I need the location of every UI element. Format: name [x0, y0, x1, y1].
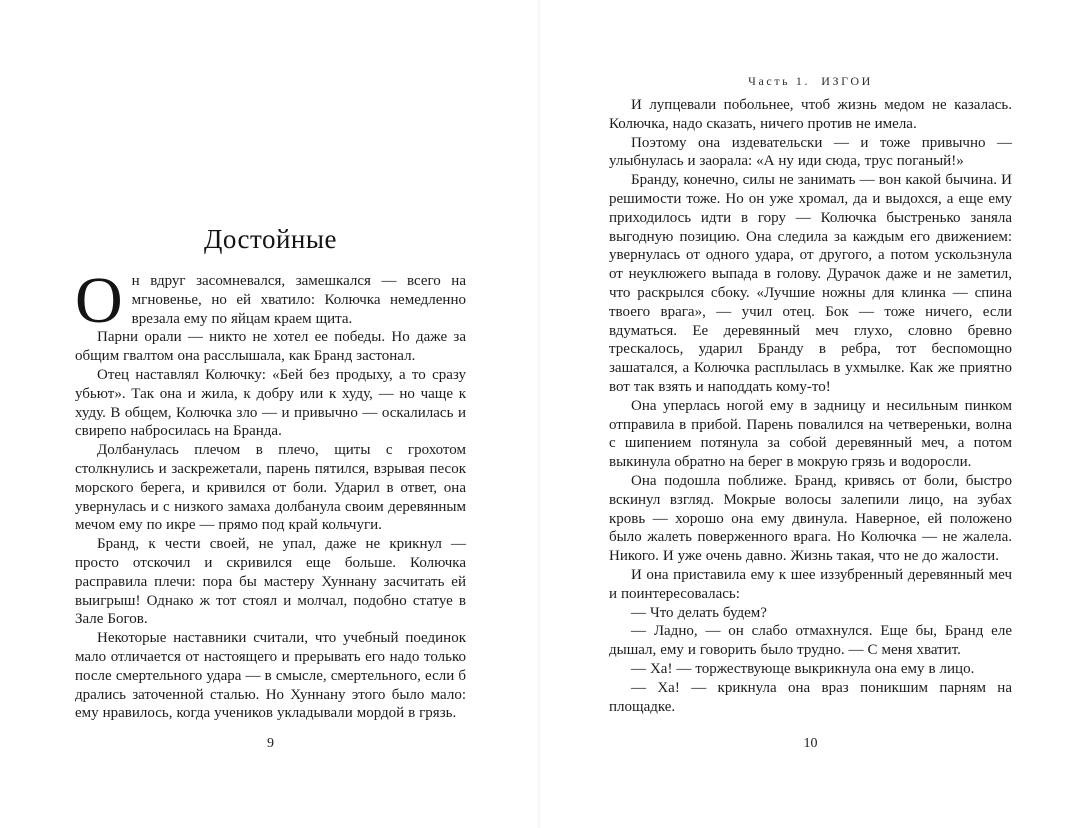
paragraph: Некоторые наставники считали, что учебный поединок мало отличается от настоящего и прерывать его надо только после смертельного удара — в смысле, смертельного, если б дрались заточенной сталью. Но Хуннану этого было мало: ему нравилось, когда учеников укладывали мордой в грязь. [75, 630, 466, 722]
left-text-block [75, 224, 466, 723]
paragraph: — Ха! — крикнула она враз поникшим парням на площадке. [609, 679, 1012, 715]
page-left [0, 0, 538, 828]
paragraph: Долбанулась плечом в плечо, щиты с грохотом столкнулись и заскрежетали, парень пятился, взрывая песок морского берега, и кривился от боли. Ударил в ответ, она увернулась и с низкого замаха долбанула своим деревянным мечом ему по икре — прямо под край кольчуги. [75, 442, 466, 534]
page-right [539, 0, 1077, 828]
paragraph: Поэтому она издевательски — и тоже привычно — улыбнулась и заорала: «А ну иди сюда, трус поганый!» [609, 134, 1012, 170]
paragraph: — Ха! — торжествующе выкрикнула она ему в лицо. [631, 660, 975, 677]
paragraph: И она приставила ему к шее иззубренный деревянный меч и поинтересовалась: [609, 566, 1012, 602]
right-text-block [609, 74, 1012, 716]
paragraph: Бранд, к чести своей, не упал, даже не крикнул — просто отскочил и скривился еще больше. Колючка расправила плечи: пора бы мастеру Хуннану засчитать ей выигрыш! Однако ж тот стоял и молчал, подобно статуе в Зале Богов. [75, 536, 466, 628]
paragraph [75, 264, 466, 337]
page-number-right: 10 [803, 736, 818, 751]
drop-cap: О [75, 264, 123, 337]
running-header: Часть 1. ИЗГОИ [748, 74, 873, 88]
paragraph: — Что делать будем? [631, 604, 767, 621]
paragraph: Отец наставлял Колючку: «Бей без продыху, а то сразу убьют». Так она и жила, к добру или к худу, — но чаще к худу. В общем, Колючка зло — и привычно — оскалилась и свирепо набросилась на Бранда. [75, 366, 466, 440]
paragraph: Она уперлась ногой ему в задницу и несильным пинком отправила в прибой. Парень повалился на четвереньки, волна с шипением потянула за собой деревянный меч, а потом выкинула обратно на берег в мокрую грязь и водоросли. [609, 397, 1012, 471]
paragraph: — Ладно, — он слабо отмахнулся. Еще бы, Бранд еле дышал, ему и говорить было трудно. — С меня хватит. [609, 623, 1012, 659]
paragraph: Бранду, конечно, силы не занимать — вон какой бычина. И решимости тоже. Но он уже хромал, да и выдохся, а еще ему приходилось идти в гору — Колючка быстренько заняла выгодную позицию. Она следила за каждым его движением: увернулась от одного удара, от другого, а потом ускользнула от неуклюжего выпада в голову. Дурачок даже и не заметил, что раскрылся сбоку. «Лучшие ножны для клинка — спина твоего врага», — учил отец. Бок — тоже ничего, если вдуматься. Ее деревянный меч глухо, словно бревно трескалось, ударил Бранду в ребра, тот беспомощно зашатался, а Колючка расплылась в ухмылке. Как же приятно вот так взять и наподдать кому-то! [609, 172, 1012, 395]
page-number-left: 9 [267, 736, 274, 751]
opening-text: н вдруг засомневался, замешкался — всего на мгновенье, но ей хватило: Колючка немедленно врезала ему по яйцам краем щита. [131, 273, 466, 327]
chapter-title: Достойные [203, 224, 338, 254]
paragraph: И лупцевали побольнее, чтоб жизнь медом не казалась. Колючка, надо сказать, ничего против не имела. [609, 97, 1012, 132]
paragraph: Она подошла поближе. Бранд, кривясь от боли, быстро вскинул взгляд. Мокрые волосы залепили лицо, на зубах кровь — хорошо она ему двинула. Наверное, ей положено было жалеть поверженного врага. Но Колючка — не жалела. Никого. И уже очень давно. Жизнь такая, что не до жалости. [609, 472, 1012, 565]
paragraph: Парни орали — никто не хотел ее победы. Но даже за общим гвалтом она расслышала, как Бранд застонал. [75, 329, 466, 365]
